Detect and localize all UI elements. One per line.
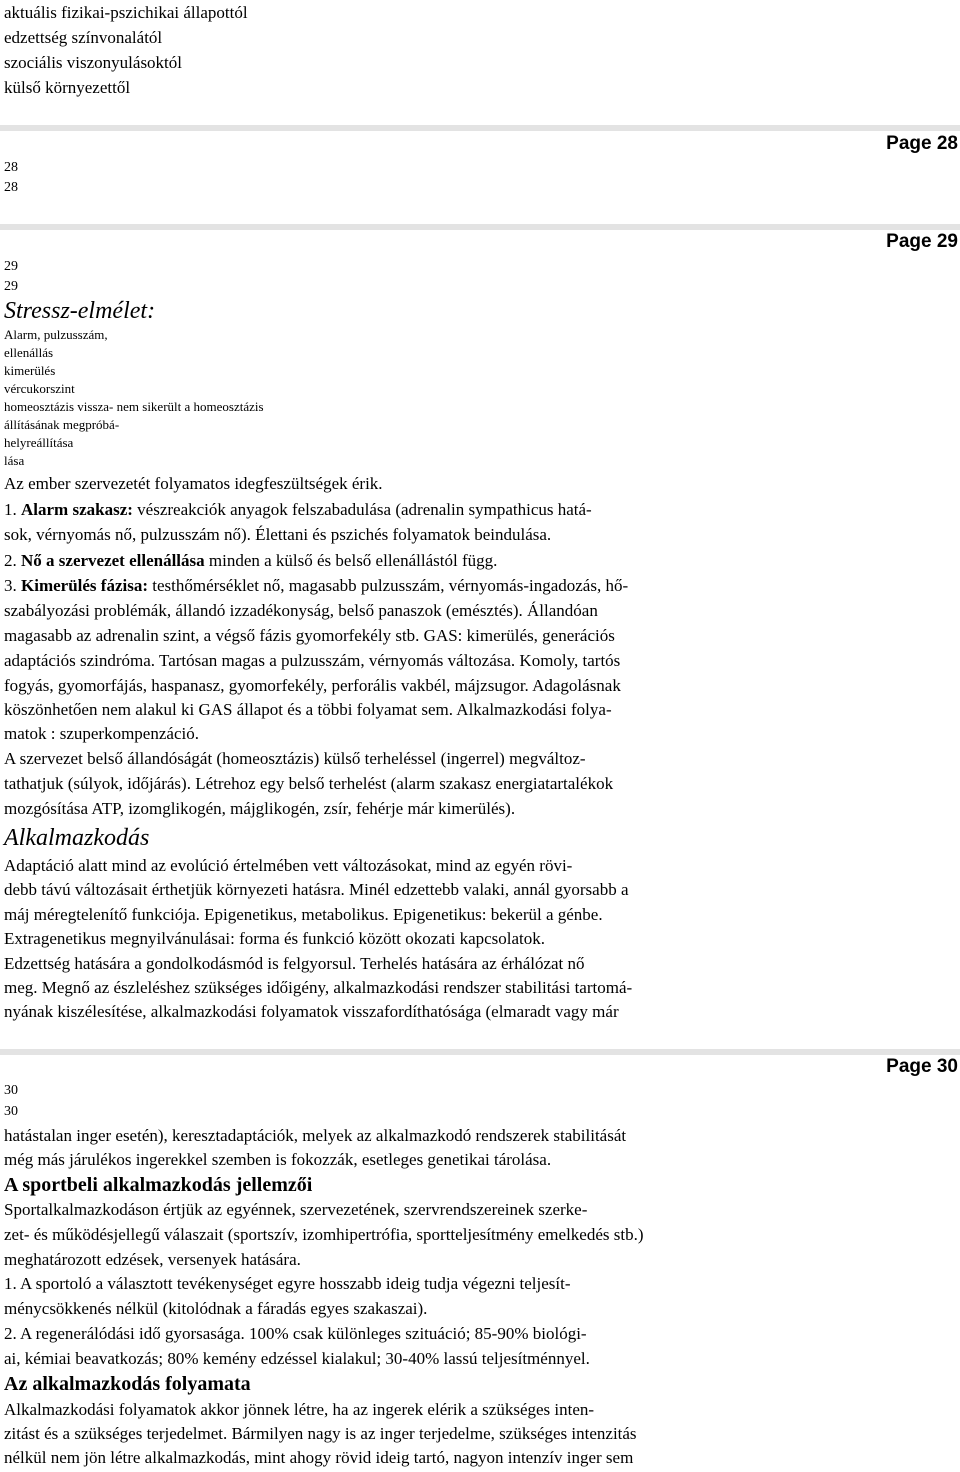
page-label: Page 30 xyxy=(886,1056,958,1077)
bullet-item: aktuális fizikai-pszichikai állapottól xyxy=(4,3,248,22)
stage-exhaustion xyxy=(4,576,628,596)
section-heading: Az alkalmazkodás folyamata xyxy=(4,1373,251,1395)
paragraph-line: ai, kémiai beavatkozás; 80% kemény edzéssel kialakul; 30-40% lassú teljesítménnyel. xyxy=(4,1349,590,1368)
page-number: 29 xyxy=(4,259,18,274)
paragraph-line: 1. A sportoló a választott tevékenységet egyre hosszabb ideig tudja végezni teljesít- xyxy=(4,1274,571,1293)
diagram-label: vércukorszint xyxy=(4,381,75,396)
diagram-label: lása xyxy=(4,453,25,468)
stage-text: minden a külső és belső ellenállástól függ. xyxy=(204,551,498,570)
stage-text: testhőmérséklet nő, magasabb pulzusszám, vérnyomás-ingadozás, hő- xyxy=(148,576,629,595)
section-heading: Alkalmazkodás xyxy=(4,825,150,851)
stage-title: Kimerülés fázisa: xyxy=(21,576,148,595)
page-number: 29 xyxy=(4,279,18,294)
stage-alarm xyxy=(4,500,592,520)
paragraph-line: debb távú változásait érthetjük környezeti hatásra. Minél edzettebb valaki, annál gyorsabb a xyxy=(4,880,629,899)
paragraph-line: A szervezet belső állandóságát (homeosztázis) külső terheléssel (ingerrel) megváltoz- xyxy=(4,749,586,768)
paragraph-line: Az ember szervezetét folyamatos idegfeszültségek érik. xyxy=(4,474,383,493)
diagram-label: Alarm, pulzusszám, xyxy=(4,327,108,342)
paragraph-line: mozgósítása ATP, izomglikogén, májglikogén, zsír, fehérje már kimerülés). xyxy=(4,799,516,818)
paragraph-line: máj méregtelenítő funkciója. Epigenetikus, metabolikus. Epigenetikus: bekerül a génbe. xyxy=(4,905,603,924)
page-number: 30 xyxy=(4,1104,18,1119)
stage-title: Nő a szervezet ellenállása xyxy=(21,551,205,570)
paragraph-line: Alkalmazkodási folyamatok akkor jönnek létre, ha az ingerek elérik a szükséges inten- xyxy=(4,1400,595,1419)
bullet-item: edzettség színvonalától xyxy=(4,28,163,47)
paragraph-line: 2. A regenerálódási idő gyorsasága. 100% csak különleges szituáció; 85-90% biológi- xyxy=(4,1324,587,1343)
page-label: Page 29 xyxy=(886,231,958,252)
bullet-item: külső környezettől xyxy=(4,78,131,97)
paragraph-line: magasabb az adrenalin szint, a végső fázis gyomorfekély stb. GAS: kimerülés, generációs xyxy=(4,626,615,645)
paragraph-line: adaptációs szindróma. Tartósan magas a pulzusszám, vérnyomás változása. Komoly, tartós xyxy=(4,651,621,670)
paragraph-line: zitást és a szükséges terjedelmet. Bármilyen nagy is az inger terjedelme, szükséges intenzitás xyxy=(4,1424,637,1443)
diagram-label: homeosztázis vissza- nem sikerült a homeosztázis xyxy=(4,399,264,414)
stage-text: vészreakciók anyagok felszabadulása (adrenalin sympathicus hatá- xyxy=(132,500,592,519)
stage-number: 1. xyxy=(4,500,21,519)
paragraph-line: ménycsökkenés nélkül (kitolódnak a fáradás egyes szakaszai). xyxy=(4,1299,428,1318)
paragraph-line: még más járulékos ingerekkel szemben is fokozzák, esetleges genetikai tárolása. xyxy=(4,1150,552,1169)
paragraph-line: tathatjuk (súlyok, időjárás). Létrehoz egy belső terhelést (alarm szakasz energiatartalékok xyxy=(4,774,614,793)
paragraph-line: fogyás, gyomorfájás, haspanasz, gyomorfekély, perforális vakbél, májzsugor. Adagolásnak xyxy=(4,676,621,695)
section-title: Stressz-elmélet: xyxy=(4,298,156,324)
stage-title: Alarm szakasz: xyxy=(21,500,133,519)
page-number: 30 xyxy=(4,1083,18,1098)
diagram-label: kimerülés xyxy=(4,363,56,378)
paragraph-line: Edzettség hatására a gondolkodásmód is felgyorsul. Terhelés hatására az érhálózat nő xyxy=(4,954,585,973)
paragraph-line: Extragenetikus megnyilvánulásai: forma és funkció között okozati kapcsolatok. xyxy=(4,929,546,948)
diagram-label: helyreállítása xyxy=(4,435,74,450)
paragraph-line: matok : szuperkompenzáció. xyxy=(4,724,199,743)
page-separator xyxy=(0,125,960,131)
page-separator xyxy=(0,224,960,230)
paragraph-line: meghatározott edzések, versenyek hatására. xyxy=(4,1250,301,1269)
paragraph-line: Adaptáció alatt mind az evolúció értelmében vett változásokat, mind az egyén rövi- xyxy=(4,856,573,875)
page-separator xyxy=(0,1049,960,1055)
paragraph-line: szabályozási problémák, állandó izzadékonyság, belső panaszok (emésztés). Állandóan xyxy=(4,601,598,620)
paragraph-line: hatástalan inger esetén), keresztadaptációk, melyek az alkalmazkodó rendszerek stabilitását xyxy=(4,1126,627,1145)
page-number: 28 xyxy=(4,160,18,175)
paragraph-line: köszönhetően nem alakul ki GAS állapot és a többi folyamat sem. Alkalmazkodási folya- xyxy=(4,700,612,719)
section-heading: A sportbeli alkalmazkodás jellemzői xyxy=(4,1174,313,1196)
paragraph-line: zet- és működésjellegű válaszait (sportszív, izomhipertrófia, sportteljesítmény emelkedés stb.) xyxy=(4,1225,644,1244)
page-number: 28 xyxy=(4,180,18,195)
stage-number: 3. xyxy=(4,576,21,595)
paragraph-line: sok, vérnyomás nő, pulzusszám nő). Élettani és pszichés folyamatok beindulása. xyxy=(4,525,552,544)
paragraph-line: nyának kiszélesítése, alkalmazkodási folyamatok visszafordíthatósága (elmaradt vagy már xyxy=(4,1002,619,1021)
stage-resistance xyxy=(4,551,497,571)
diagram-label: ellenállás xyxy=(4,345,54,360)
bullet-item: szociális viszonyulásoktól xyxy=(4,53,183,72)
diagram-label: állításának megpróbá- xyxy=(4,417,120,432)
paragraph-line: Sportalkalmazkodáson értjük az egyénnek, szervezetének, szervrendszereinek szerke- xyxy=(4,1200,588,1219)
page-label: Page 28 xyxy=(886,133,958,154)
paragraph-line: meg. Megnő az észleléshez szükséges időigény, alkalmazkodási rendszer stabilitási tartomá- xyxy=(4,978,633,997)
stage-number: 2. xyxy=(4,551,21,570)
paragraph-line: nélkül nem jön létre alkalmazkodás, mint ahogy rövid ideig tartó, nagyon intenzív inger sem xyxy=(4,1448,634,1467)
